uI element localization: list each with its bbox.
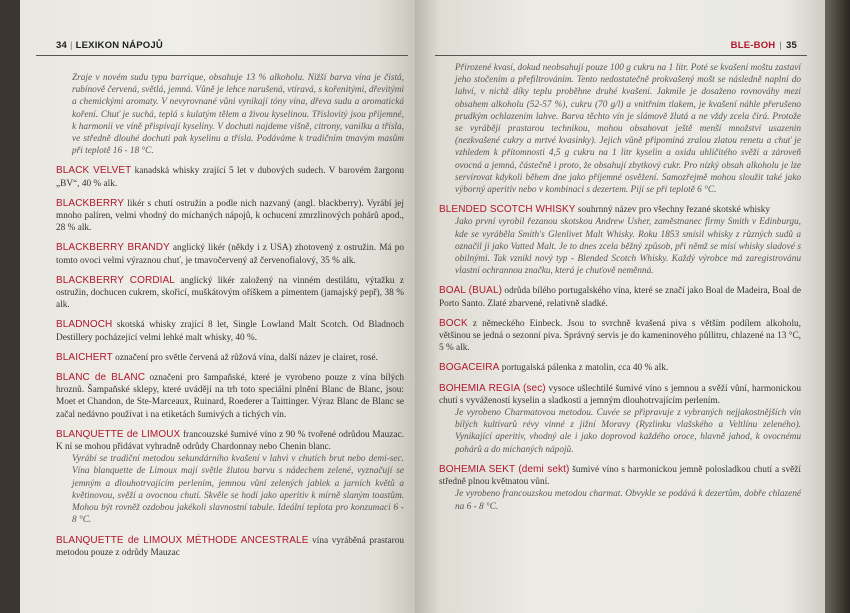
entry-text: anglický likér založený na vinném destilátu, výtažku z ostružin, dochucen cukrem, skořicí, muškátovým oříškem a pimentem (jamajský pepř), 38 % alk.: [56, 275, 405, 311]
entry-term: BLADNOCH: [56, 319, 113, 331]
entry-term: BOAL (BUAL): [439, 285, 503, 297]
entry-boal: [439, 285, 801, 309]
entry-text: francouzské šumivé víno z 90 % tvořené odrůdou Mauzac. K ní se mohou přidávat vyhradně odrůdy Chardonnay nebo Chenin blanc.: [56, 429, 404, 453]
entry-text: označení pro světle červená až růžová vína, další název je clairet, rosé.: [115, 352, 378, 363]
entry-text: skotská whisky zrající 8 let, Single Lowland Malt Scotch. Od Bladnoch Destillery pocházející velmi lehké malt whisky, 40 %.: [56, 320, 405, 343]
entry-term: BLACKBERRY: [56, 197, 125, 209]
entry-term: BOHEMIA SEKT (demi sekt): [439, 463, 570, 475]
entry-text: vína vyráběná prastarou metodou pouze z odrůdy Mauzac: [56, 535, 404, 558]
left-page: [20, 0, 415, 613]
entry-term: BOCK: [439, 317, 468, 329]
running-head-range: BLE-BOH: [730, 40, 776, 51]
entry-note: Je vyrobeno francouzskou metodou charmat. Obvykle se podává k dezertům, dobře chlazené na 6 - 8 °C.: [455, 489, 801, 512]
entry-blanquette-methode-ancestrale: [56, 535, 404, 559]
entry-blended-scotch-whisky: [439, 204, 801, 216]
right-body: [439, 62, 801, 513]
entry-term: BOHEMIA REGIA (sec): [439, 382, 546, 394]
entry-blackberry-cordial: [56, 275, 404, 312]
book-edge-shadow: [825, 0, 850, 613]
entry-bogaceira: [439, 362, 801, 374]
entry-text: anglický likér (někdy i z USA) zhotovený z ostružin. Má po tomto ovoci velmi výraznou chuť, je tmavočervený až červenofialový, 35 % alk.: [56, 243, 404, 266]
entry-term: BLANQUETTE de LIMOUX MÉTHODE ANCESTRALE: [56, 534, 309, 546]
entry-blackberry: [56, 198, 404, 235]
entry-term: BLANQUETTE de LIMOUX: [56, 428, 181, 440]
entry-note: Vyrábí se tradiční metodou sekundárního kvašení v lahvi v chutích brut nebo demi-sec. Vína blanquette de Limoux mají světle žlutou barvu s nádechem zelené, vyznačují se jemným a dlouhotrvajícím perlením, jemnou vůní zelených jablek a jarních květů a květinovou, svěží a ovocnou chutí. Skvěle se hodí jako aperitiv k mírně slaným toastům. Mohou být rovněž ozdobou jakékoli slavnostní tabule. Ideální teplota pro konzumaci 6 - 8 °C.: [72, 454, 404, 526]
entry-term: BOGACEIRA: [439, 362, 500, 374]
left-header-rule: [36, 55, 408, 56]
entry-blanquette-de-limoux: [56, 429, 404, 453]
entry-black-velvet: [56, 165, 404, 189]
book-title: LEXIKON NÁPOJŮ: [75, 40, 163, 51]
left-page-number: 34: [56, 40, 67, 51]
left-body: [56, 72, 404, 559]
right-running-head: BLE-BOH | 35: [730, 40, 797, 51]
entry-text: označení pro šampaňské, které je vyrobeno pouze z vína bílých hroznů. Šampaňské sklepy, které uvádějí na trh toto speciální plnění Blanc de Blanc, jsou: Moet et Chandon, de Ste-Marceaux, Ruinard, Roederer a Taittinger. Výraz Blanc de Blanc se začal nedávno používat i na etiketách šumivých a tichých vín.: [56, 373, 404, 420]
entry-bohemia-regia: [439, 383, 801, 407]
entry-text: odrůda bílého portugalského vína, které se značí jako Boal de Madeira, Boal de Porto Santo. Zlaté zbarvené, relativně sladké.: [439, 286, 801, 309]
entry-blackberry-brandy: [56, 242, 404, 266]
entry-text: vysoce ušlechtilé šumivé víno s jemnou a svěží vůní, harmonickou chutí s vyvážeností kyselin a sladkosti a jemným dlouhotrvajícím perlením.: [439, 383, 802, 406]
entry-text: souhrnný název pro všechny řezané skotské whisky: [577, 205, 770, 216]
entry-term: BLAICHERT: [56, 351, 113, 363]
entry-term: BLACKBERRY CORDIAL: [56, 274, 175, 286]
entry-term: BLANC de BLANC: [56, 372, 146, 384]
intro-note: Zraje v novém sudu typu barrique, obsahuje 13 % alkoholu. Nižší barva vína je čistá, rubínově červená, světlá, jemná. Vůně je lehce narušená, vtíravá, s kořenitými, dřevitými a chemickými aromaty. V nevyrovnané vůni vynikají tóny vína, dřeva sudu a aromatická koření. Chuť je suchá, teplá s kulatým tělem a živou kyselinou. Tříslovitý jsou příjemné, k harmonii ve víně přispívají kyseliny. V dochuti najdeme višně, citrony, vanilku a třísla, ve středně dlouhé dochuti pak kyselinu a třísla. Podáváme k tradičním tmavým masům při teplotě 16 - 18 °C.: [72, 73, 404, 157]
entry-bladnoch: [56, 319, 404, 343]
entry-term: BLACK VELVET: [56, 165, 132, 177]
entry-text: z německého Einbeck. Jsou to svrchně kvašená piva s větším podílem alkoholu, většinou se jedná o sezonní piva. Správný servis je do kameninového půllitru, chlazené na 13 °C, 5 % alk.: [439, 318, 801, 354]
intro-note: Přirozené kvasí, dokud neobsahují pouze 100 g cukru na 1 litr. Poté se kvašení moštu zastaví jeho stočením a přefiltrováním. Tento nedostatečně prokvašený mošt se následně naplní do lahví, v nichž díky teplu proběhne druhé kvašení. Jakmile je dosaženo rovnováhy mezi obsahem alkoholu (52-57 %), cukru (70 g/l) a vnitřním tlakem, je kvašení náhle přerušeno prudkým ochlazením lahve. Barva těchto vín je slámově žlutá a ne vždy zcela čirá. Protože se vyrábějí prastarou technikou, mohou obsahovat ještě menší množství usazenin (nezkvašené cukry a mrtvé kvasinky). Jejich vůně připomíná zralou zlatou renetu a chuť je vzhledem k přítomnosti 4,5 g cukru na 1 litr kyselin a oxidu uhličitého svěží a zároveň ovocná a jemná, částečně i proto, že obsahují zbytkový cukr. Pro nízký obsah alkoholu je lze servírovat kdykoli během dne jako příjemné osvěžení. Samozřejmě mohou sloužit také jako výborný aperitiv nebo v kombinaci s dezertem. Pijí se při teplotě 6 °C.: [455, 63, 801, 196]
entry-text: likér s chutí ostružin a podle nich nazvaný (angl. blackberry). Vyrábí jej mnoho palíren, velmi vhodný do míchaných nápojů, k ochucení zmrzlinových pohárů apod., 28 % alk.: [56, 198, 405, 234]
entry-text: šumivé víno s harmonickou jemně polosladkou chutí a svěží středně plnou květnatou vůní.: [439, 464, 802, 488]
entry-bock: [439, 318, 801, 355]
entry-blanc-de-blanc: [56, 372, 404, 421]
entry-note: Jako první vyrobil řezanou skotskou Andrew Usher, zaměstnanec firmy Smith v Edinburgu, kde se vyráběla Smith's Glenlivet Malt Whisky. Roku 1853 smísil whisky z různých sudů a označil ji jako Vatted Malt. Je to dnes zcela běžný způsob, při němž se mísí whisky sladové s obilnými. Tak vznikl nový typ - Blended Scotch Whisky. Každý výrobce má zaregistrovánu vlastní ochrannou značku, která je chuťově neměnná.: [455, 217, 801, 277]
entry-note: Je vyrobeno Charmatovou metodou. Cuvée se připravuje z vybraných nejjakostnějších vín bílých kultivarů révy vinné z jižní Moravy (Ryzlinku vlašského a Veltlínu zeleného). Vynikající aperitiv, vhodný ale i jako doprovod každého oroce, hlavně jahod, k ovocnému pohárů a do míchaných nápojů.: [455, 408, 801, 455]
entry-blaichert: [56, 352, 404, 364]
entry-term: BLACKBERRY BRANDY: [56, 242, 170, 254]
left-running-head: 34 | LEXIKON NÁPOJŮ: [56, 40, 163, 51]
entry-bohemia-sekt: [439, 464, 801, 488]
right-page: [415, 0, 825, 613]
right-page-number: 35: [786, 40, 797, 51]
right-header-rule: [435, 55, 807, 56]
entry-term: BLENDED SCOTCH WHISKY: [439, 204, 576, 216]
entry-text: portugalská pálenka z matolin, cca 40 % alk.: [501, 363, 669, 374]
entry-text: kanadská whisky zrající 5 let v dubových sudech. V barovém žargonu „BV“, 40 % alk.: [56, 166, 404, 189]
